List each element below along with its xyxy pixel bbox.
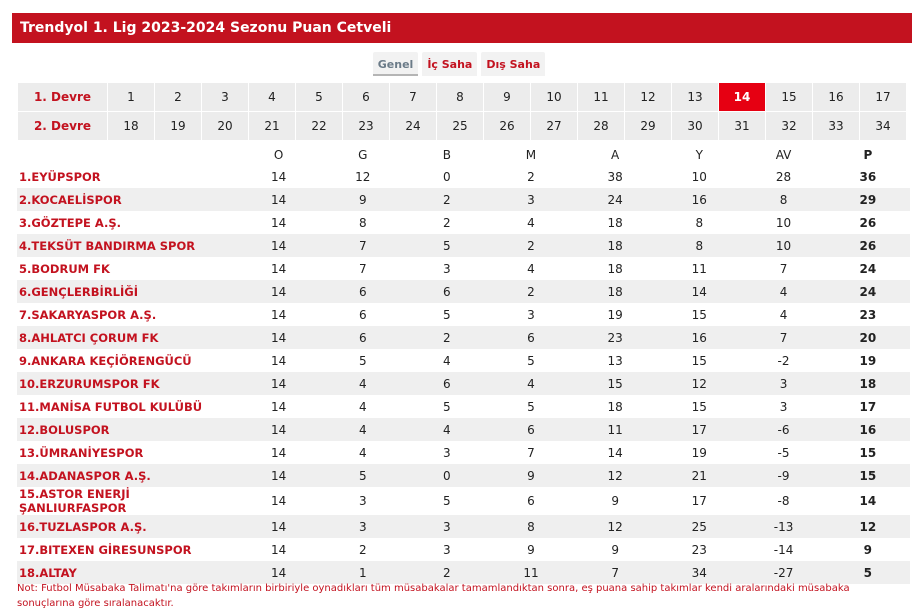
- cell-won: 7: [321, 234, 405, 257]
- cell-drawn: 0: [405, 165, 489, 188]
- table-row: [17, 257, 910, 280]
- cell-drawn: 5: [405, 234, 489, 257]
- week-link[interactable]: 8: [437, 83, 484, 112]
- cell-goal-diff: 3: [741, 395, 825, 418]
- cell-played: 14: [237, 257, 321, 280]
- header-drawn: B: [442, 147, 451, 162]
- cell-goals-for: 12: [573, 515, 657, 538]
- cell-goal-diff: -13: [741, 515, 825, 538]
- cell-goal-diff: 7: [741, 326, 825, 349]
- cell-played: 14: [237, 441, 321, 464]
- week-link[interactable]: 26: [484, 112, 531, 141]
- cell-goals-for: 18: [573, 395, 657, 418]
- week-link[interactable]: 30: [672, 112, 719, 141]
- header-played: O: [273, 147, 284, 162]
- cell-lost: 4: [489, 372, 573, 395]
- cell-goal-diff: 7: [741, 257, 825, 280]
- header-lost: M: [525, 147, 537, 162]
- cell-points: 15: [826, 441, 910, 464]
- cell-goals-against: 23: [657, 538, 741, 561]
- team-name-link[interactable]: 2.KOCAELİSPOR: [17, 188, 237, 211]
- cell-won: 9: [321, 188, 405, 211]
- cell-goals-for: 23: [573, 326, 657, 349]
- team-name-link[interactable]: 4.TEKSÜT BANDIRMA SPOR: [17, 234, 237, 257]
- cell-goals-for: 24: [573, 188, 657, 211]
- cell-goal-diff: 4: [741, 280, 825, 303]
- cell-goals-for: 13: [573, 349, 657, 372]
- week-link[interactable]: 32: [766, 112, 813, 141]
- cell-goals-for: 19: [573, 303, 657, 326]
- table-row: [17, 280, 910, 303]
- cell-drawn: 5: [405, 303, 489, 326]
- cell-goal-diff: -14: [741, 538, 825, 561]
- tab-ic-saha[interactable]: İç Saha: [422, 52, 477, 76]
- cell-won: 6: [321, 303, 405, 326]
- team-name-link[interactable]: 16.TUZLASPOR A.Ş.: [17, 515, 237, 538]
- week-link[interactable]: 7: [390, 83, 437, 112]
- second-half-row: [18, 112, 907, 141]
- table-row: [17, 188, 910, 211]
- cell-goals-against: 10: [657, 165, 741, 188]
- cell-lost: 2: [489, 165, 573, 188]
- cell-goals-against: 15: [657, 303, 741, 326]
- table-row: [17, 538, 910, 561]
- week-link[interactable]: 17: [860, 83, 907, 112]
- cell-goals-against: 15: [657, 395, 741, 418]
- cell-played: 14: [237, 487, 321, 515]
- cell-drawn: 4: [405, 349, 489, 372]
- table-row: [17, 395, 910, 418]
- week-link[interactable]: 34: [860, 112, 907, 141]
- cell-goals-for: 12: [573, 464, 657, 487]
- cell-goals-against: 16: [657, 326, 741, 349]
- week-link[interactable]: 5: [296, 83, 343, 112]
- cell-drawn: 2: [405, 188, 489, 211]
- cell-won: 4: [321, 418, 405, 441]
- cell-goal-diff: 28: [741, 165, 825, 188]
- cell-goal-diff: 10: [741, 234, 825, 257]
- cell-played: 14: [237, 326, 321, 349]
- cell-goals-against: 11: [657, 257, 741, 280]
- week-link[interactable]: 22: [296, 112, 343, 141]
- first-half-label: 1. Devre: [18, 83, 108, 112]
- cell-goals-for: 9: [573, 538, 657, 561]
- cell-lost: 9: [489, 538, 573, 561]
- team-name-link[interactable]: 5.BODRUM FK: [17, 257, 237, 280]
- cell-won: 2: [321, 538, 405, 561]
- team-name-link[interactable]: 12.BOLUSPOR: [17, 418, 237, 441]
- standings-header: [17, 144, 910, 165]
- cell-goals-for: 38: [573, 165, 657, 188]
- cell-points: 24: [826, 257, 910, 280]
- cell-points: 26: [826, 234, 910, 257]
- cell-won: 1: [321, 561, 405, 584]
- cell-won: 6: [321, 326, 405, 349]
- header-team: [17, 144, 237, 165]
- table-row: [17, 441, 910, 464]
- cell-drawn: 6: [405, 372, 489, 395]
- cell-won: 8: [321, 211, 405, 234]
- cell-lost: 9: [489, 464, 573, 487]
- cell-drawn: 2: [405, 326, 489, 349]
- cell-lost: 6: [489, 418, 573, 441]
- cell-points: 20: [826, 326, 910, 349]
- team-name-link[interactable]: 10.ERZURUMSPOR FK: [17, 372, 237, 395]
- cell-lost: 11: [489, 561, 573, 584]
- cell-drawn: 4: [405, 418, 489, 441]
- cell-goal-diff: 4: [741, 303, 825, 326]
- cell-goals-against: 15: [657, 349, 741, 372]
- cell-points: 26: [826, 211, 910, 234]
- team-name-link[interactable]: 9.ANKARA KEÇİÖRENGÜCÜ: [17, 349, 237, 372]
- cell-played: 14: [237, 280, 321, 303]
- cell-points: 12: [826, 515, 910, 538]
- week-link[interactable]: 2: [155, 83, 202, 112]
- cell-won: 5: [321, 349, 405, 372]
- table-row: [17, 234, 910, 257]
- cell-lost: 2: [489, 280, 573, 303]
- week-link[interactable]: 28: [578, 112, 625, 141]
- cell-goal-diff: -27: [741, 561, 825, 584]
- cell-goal-diff: 3: [741, 372, 825, 395]
- cell-points: 17: [826, 395, 910, 418]
- week-link[interactable]: 6: [343, 83, 390, 112]
- cell-goals-against: 8: [657, 211, 741, 234]
- week-link-current[interactable]: 14: [719, 83, 766, 112]
- header-goals-against: Y: [695, 147, 703, 162]
- team-name-link[interactable]: 3.GÖZTEPE A.Ş.: [17, 211, 237, 234]
- week-link[interactable]: 27: [531, 112, 578, 141]
- cell-goals-for: 14: [573, 441, 657, 464]
- week-link[interactable]: 25: [437, 112, 484, 141]
- cell-drawn: 3: [405, 515, 489, 538]
- standings-table: [17, 144, 910, 584]
- second-half-label: 2. Devre: [18, 112, 108, 141]
- header-won: G: [358, 147, 368, 162]
- cell-points: 36: [826, 165, 910, 188]
- week-link[interactable]: 1: [108, 83, 155, 112]
- cell-drawn: 3: [405, 538, 489, 561]
- cell-won: 5: [321, 464, 405, 487]
- cell-won: 12: [321, 165, 405, 188]
- tiebreak-note: Not: Futbol Müsabaka Talimatı'na göre takımların birbiriyle oynadıkları tüm müsabakalar tamamlandıktan sonra, eş puana sahip takımlar kendi aralarındaki müsabaka sonuçlarına göre sıralanacaktır.: [17, 583, 850, 609]
- cell-lost: 2: [489, 234, 573, 257]
- tab-dis-saha[interactable]: Dış Saha: [481, 52, 545, 76]
- table-row: [17, 464, 910, 487]
- cell-goal-diff: -6: [741, 418, 825, 441]
- team-name-link[interactable]: 15.ASTOR ENERJİ ŞANLIURFASPOR: [17, 487, 237, 515]
- team-name-link[interactable]: 6.GENÇLERBİRLİĞİ: [17, 280, 237, 303]
- team-name-link[interactable]: 17.BITEXEN GİRESUNSPOR: [17, 538, 237, 561]
- week-link[interactable]: 13: [672, 83, 719, 112]
- cell-lost: 8: [489, 515, 573, 538]
- cell-lost: 3: [489, 303, 573, 326]
- week-link[interactable]: 3: [202, 83, 249, 112]
- cell-lost: 4: [489, 257, 573, 280]
- cell-goals-against: 16: [657, 188, 741, 211]
- cell-won: 7: [321, 257, 405, 280]
- header-goals-for: A: [611, 147, 620, 162]
- week-link[interactable]: 31: [719, 112, 766, 141]
- cell-goals-against: 12: [657, 372, 741, 395]
- cell-points: 19: [826, 349, 910, 372]
- week-link[interactable]: 19: [155, 112, 202, 141]
- cell-goals-for: 15: [573, 372, 657, 395]
- week-link[interactable]: 21: [249, 112, 296, 141]
- cell-played: 14: [237, 188, 321, 211]
- header-points: P: [863, 147, 873, 162]
- cell-goals-against: 17: [657, 418, 741, 441]
- week-link[interactable]: 20: [202, 112, 249, 141]
- week-link[interactable]: 9: [484, 83, 531, 112]
- week-link[interactable]: 11: [578, 83, 625, 112]
- week-link[interactable]: 23: [343, 112, 390, 141]
- team-name-link[interactable]: 18.ALTAY: [17, 561, 237, 584]
- cell-lost: 4: [489, 211, 573, 234]
- cell-lost: 3: [489, 188, 573, 211]
- cell-goals-against: 34: [657, 561, 741, 584]
- cell-lost: 5: [489, 349, 573, 372]
- table-row: [17, 326, 910, 349]
- cell-goals-against: 25: [657, 515, 741, 538]
- cell-goal-diff: 8: [741, 188, 825, 211]
- standings-body: [17, 165, 910, 584]
- cell-points: 14: [826, 487, 910, 515]
- cell-goals-for: 18: [573, 234, 657, 257]
- week-link[interactable]: 29: [625, 112, 672, 141]
- cell-lost: 7: [489, 441, 573, 464]
- week-link[interactable]: 16: [813, 83, 860, 112]
- cell-goals-for: 11: [573, 418, 657, 441]
- cell-won: 3: [321, 515, 405, 538]
- table-row: [17, 349, 910, 372]
- cell-drawn: 3: [405, 257, 489, 280]
- week-link[interactable]: 12: [625, 83, 672, 112]
- cell-points: 23: [826, 303, 910, 326]
- cell-won: 4: [321, 395, 405, 418]
- cell-played: 14: [237, 464, 321, 487]
- page-title: Trendyol 1. Lig 2023-2024 Sezonu Puan Cetveli: [12, 13, 912, 43]
- cell-played: 14: [237, 395, 321, 418]
- cell-goal-diff: -5: [741, 441, 825, 464]
- cell-played: 14: [237, 234, 321, 257]
- cell-lost: 6: [489, 487, 573, 515]
- cell-drawn: 6: [405, 280, 489, 303]
- week-link[interactable]: 15: [766, 83, 813, 112]
- cell-played: 14: [237, 418, 321, 441]
- cell-played: 14: [237, 349, 321, 372]
- cell-played: 14: [237, 303, 321, 326]
- team-name-link[interactable]: 1.EYÜPSPOR: [17, 165, 237, 188]
- week-link[interactable]: 33: [813, 112, 860, 141]
- cell-points: 16: [826, 418, 910, 441]
- team-name-link[interactable]: 14.ADANASPOR A.Ş.: [17, 464, 237, 487]
- team-name-link[interactable]: 8.AHLATCI ÇORUM FK: [17, 326, 237, 349]
- cell-goals-against: 17: [657, 487, 741, 515]
- table-row: [17, 418, 910, 441]
- team-name-link[interactable]: 7.SAKARYASPOR A.Ş.: [17, 303, 237, 326]
- cell-drawn: 5: [405, 395, 489, 418]
- cell-goals-for: 18: [573, 211, 657, 234]
- cell-played: 14: [237, 561, 321, 584]
- table-row: [17, 165, 910, 188]
- table-row: [17, 211, 910, 234]
- cell-goal-diff: -2: [741, 349, 825, 372]
- table-row: [17, 515, 910, 538]
- cell-drawn: 0: [405, 464, 489, 487]
- cell-played: 14: [237, 515, 321, 538]
- cell-played: 14: [237, 211, 321, 234]
- cell-goals-against: 21: [657, 464, 741, 487]
- cell-points: 15: [826, 464, 910, 487]
- cell-points: 18: [826, 372, 910, 395]
- team-name-link[interactable]: 11.MANİSA FUTBOL KULÜBÜ: [17, 395, 237, 418]
- cell-drawn: 2: [405, 561, 489, 584]
- cell-won: 3: [321, 487, 405, 515]
- cell-played: 14: [237, 165, 321, 188]
- cell-lost: 5: [489, 395, 573, 418]
- cell-points: 5: [826, 561, 910, 584]
- cell-drawn: 2: [405, 211, 489, 234]
- cell-lost: 6: [489, 326, 573, 349]
- cell-drawn: 3: [405, 441, 489, 464]
- table-row: [17, 487, 910, 515]
- cell-played: 14: [237, 372, 321, 395]
- week-selector: [17, 82, 907, 141]
- table-row: [17, 303, 910, 326]
- cell-goals-against: 19: [657, 441, 741, 464]
- week-link[interactable]: 24: [390, 112, 437, 141]
- cell-drawn: 5: [405, 487, 489, 515]
- cell-won: 4: [321, 441, 405, 464]
- cell-won: 4: [321, 372, 405, 395]
- first-half-row: [18, 83, 907, 112]
- cell-goals-for: 9: [573, 487, 657, 515]
- team-name-link[interactable]: 13.ÜMRANİYESPOR: [17, 441, 237, 464]
- week-link[interactable]: 10: [531, 83, 578, 112]
- cell-goal-diff: 10: [741, 211, 825, 234]
- cell-won: 6: [321, 280, 405, 303]
- cell-points: 24: [826, 280, 910, 303]
- week-link[interactable]: 18: [108, 112, 155, 141]
- cell-goals-against: 14: [657, 280, 741, 303]
- cell-played: 14: [237, 538, 321, 561]
- cell-goals-against: 8: [657, 234, 741, 257]
- cell-goals-for: 18: [573, 257, 657, 280]
- header-goal-diff: AV: [775, 147, 792, 162]
- week-link[interactable]: 4: [249, 83, 296, 112]
- cell-goal-diff: -8: [741, 487, 825, 515]
- standings-tabs: [0, 52, 918, 76]
- cell-goals-for: 18: [573, 280, 657, 303]
- cell-goals-for: 7: [573, 561, 657, 584]
- tab-genel[interactable]: Genel: [373, 52, 419, 76]
- table-row: [17, 372, 910, 395]
- cell-goal-diff: -9: [741, 464, 825, 487]
- cell-points: 9: [826, 538, 910, 561]
- cell-points: 29: [826, 188, 910, 211]
